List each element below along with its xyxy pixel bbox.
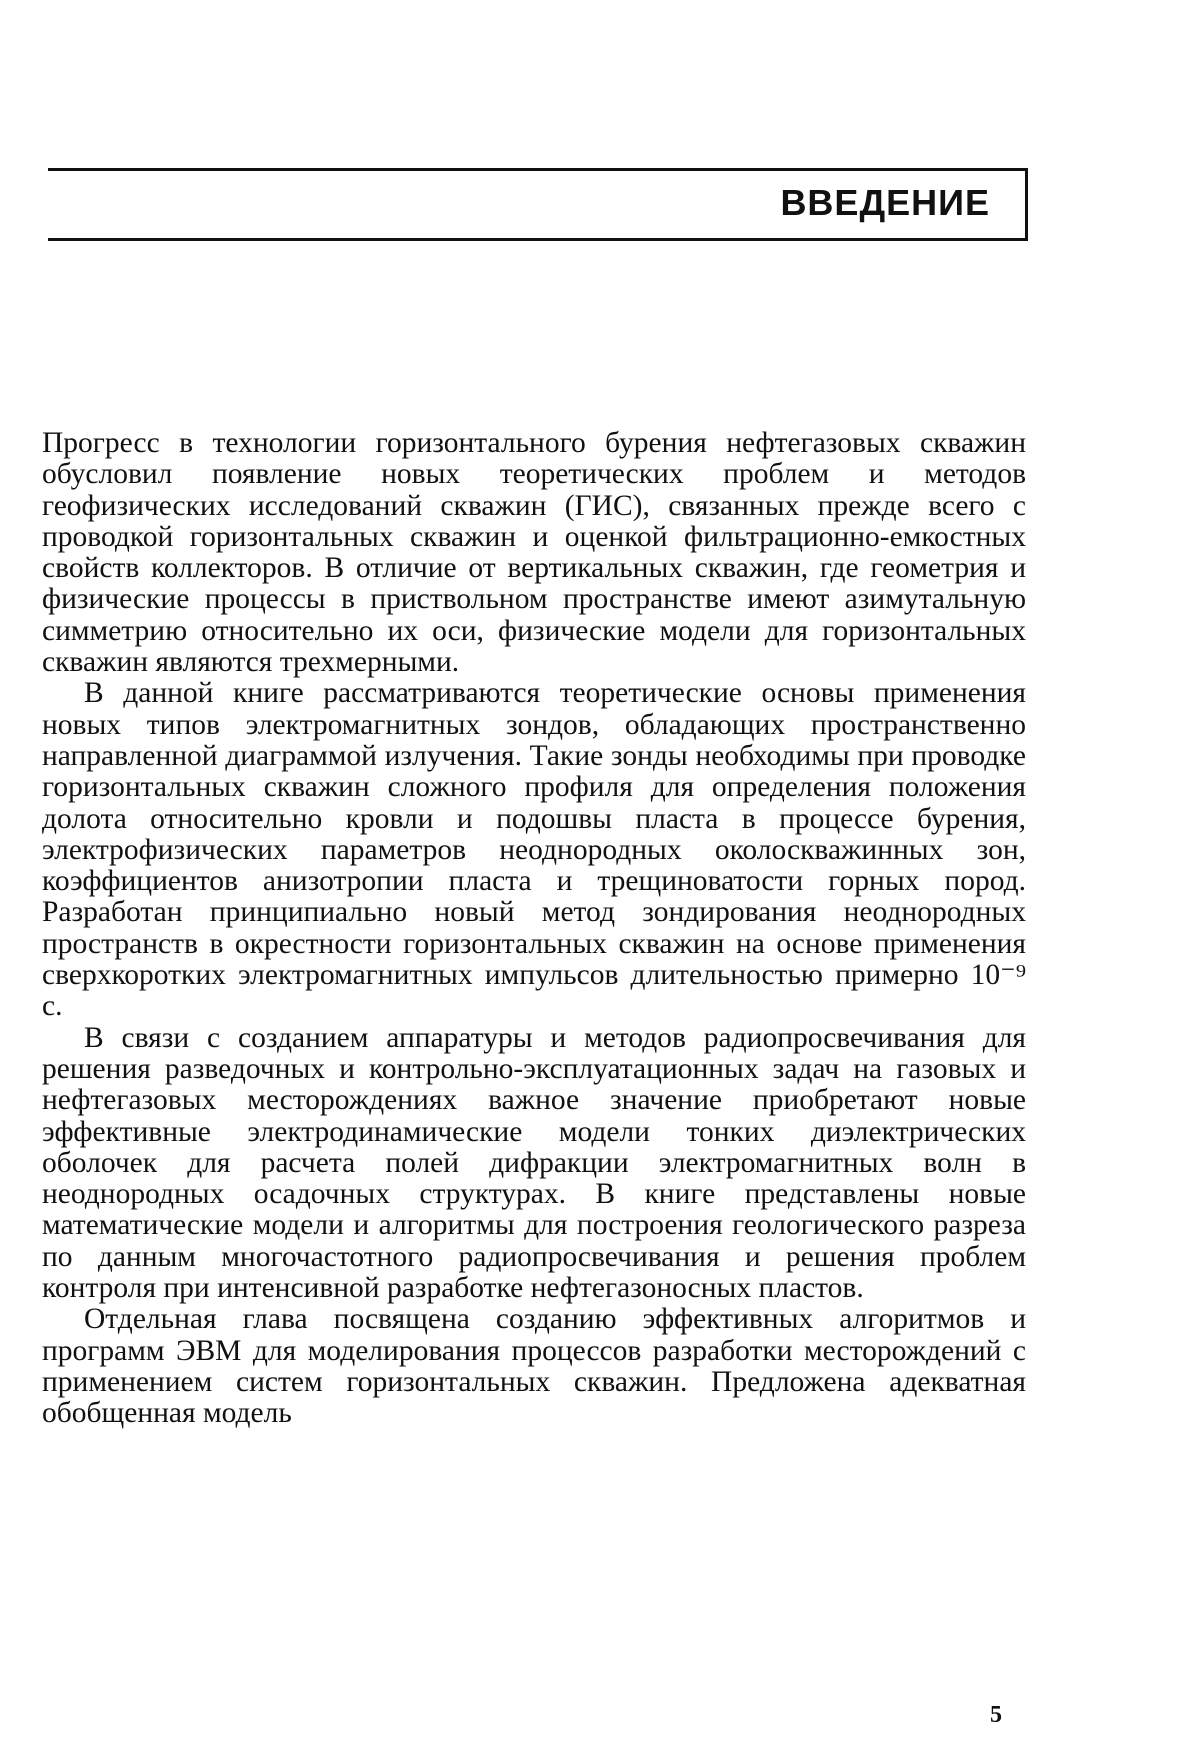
- chapter-header: [48, 150, 1028, 254]
- body-text: [42, 428, 1026, 1430]
- chapter-title: ВВЕДЕНИЕ: [780, 182, 990, 223]
- header-top-rule: [48, 168, 1028, 171]
- page-number: 5: [990, 1702, 1002, 1728]
- header-right-rule: [1025, 168, 1028, 241]
- paragraph: В связи с созданием аппаратуры и методов радиопросвечивания для решения разведочных и контрольно-эксплуатационных задач на газовых и нефтегазовых месторождениях важное значение приобретают новые эффективные электродинамические модели тонких диэлектрических оболочек для расчета полей дифракции электромагнитных волн в неоднородных осадочных структурах. В книге представлены новые математические модели и алгоритмы для построения геологического разреза по данным многочастотного радиопросвечивания и решения проблем контроля при интенсивной разработке нефтегазоносных пластов.: [42, 1021, 1026, 1305]
- paragraph: Прогресс в технологии горизонтального бурения нефтегазовых скважин обусловил появление новых теоретических проблем и методов геофизических исследований скважин (ГИС), связанных прежде всего с проводкой горизонтальных скважин и оценкой фильтрационно-емкостных свойств коллекторов. В отличие от вертикальных скважин, где геометрия и физические процессы в приствольном пространстве имеют азимутальную симметрию относительно их оси, физические модели для горизонтальных скважин являются трехмерными.: [42, 427, 1026, 679]
- paragraph: В данной книге рассматриваются теоретические основы применения новых типов электромагнитных зондов, обладающих пространственно направленной диаграммой излучения. Такие зонды необходимы при проводке горизонтальных скважин сложного профиля для определения положения долота относительно кровли и подошвы пласта в процессе бурения, электрофизических параметров неоднородных околоскважинных зон, коэффициентов анизотропии пласта и трещиноватости горных пород. Разработан принципиально новый метод зондирования неоднородных пространств в окрестности горизонтальных скважин на основе применения сверхкоротких электромагнитных импульсов длительностью примерно 10⁻⁹ с.: [42, 677, 1026, 1023]
- header-bottom-rule: [48, 238, 1028, 241]
- paragraph: Отдельная глава посвящена созданию эффективных алгоритмов и программ ЭВМ для моделирования процессов разработки месторождений с применением систем горизонтальных скважин. Предложена адекватная обобщенная модель: [42, 1303, 1026, 1430]
